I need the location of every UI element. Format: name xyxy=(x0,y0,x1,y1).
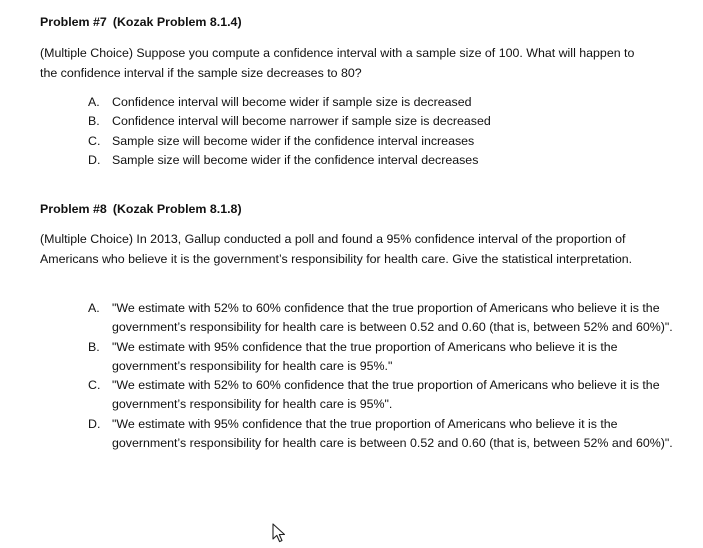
problem-8-option-d[interactable] xyxy=(88,415,678,454)
option-text: Sample size will become wider if the confidence interval increases xyxy=(112,133,475,148)
option-text: Confidence interval will become narrower if sample size is decreased xyxy=(112,114,491,129)
option-letter: B. xyxy=(88,114,100,129)
problem-8-reference: (Kozak Problem 8.1.8) xyxy=(112,202,242,216)
problem-7-stem: (Multiple Choice) Suppose you compute a confidence interval with a sample size of 100. What will happen to the confidence interval if the sample size decreases to 80? xyxy=(40,46,635,80)
option-text: "We estimate with 52% to 60% confidence that the true proportion of Americans who believe it is the government’s responsibility for health care is 95%". xyxy=(112,378,660,412)
problem-8-number: Problem #8 xyxy=(40,202,107,216)
problem-8-option-c[interactable] xyxy=(88,376,678,415)
option-letter: C. xyxy=(88,378,101,393)
option-letter: C. xyxy=(88,133,101,148)
problem-7-option-c[interactable] xyxy=(88,132,678,151)
problem-7-number: Problem #7 xyxy=(40,15,107,29)
problem-7-options xyxy=(88,93,678,170)
option-letter: B. xyxy=(88,339,100,354)
option-text: Confidence interval will become wider if sample size is decreased xyxy=(112,95,472,109)
problem-7-option-a[interactable] xyxy=(88,93,678,112)
problem-7-option-b[interactable] xyxy=(88,112,678,131)
option-text: "We estimate with 95% confidence that the true proportion of Americans who believe it is the government’s responsibility for health care is between 0.52 and 0.60 (that is, between 52% and 60%)". xyxy=(112,416,673,451)
option-text: Sample size will become wider if the confidence interval decreases xyxy=(112,152,479,167)
problem-8-options xyxy=(88,299,678,453)
mouse-pointer-icon xyxy=(271,523,289,543)
option-letter: A. xyxy=(88,95,100,109)
option-letter: A. xyxy=(88,301,100,315)
option-letter: D. xyxy=(88,152,101,167)
problem-8-title xyxy=(40,202,242,216)
problem-7-reference: (Kozak Problem 8.1.4) xyxy=(112,15,242,29)
option-text: "We estimate with 95% confidence that the true proportion of Americans who believe it is the government’s responsibility for health care is 95%." xyxy=(112,339,618,373)
problem-7-option-d[interactable] xyxy=(88,151,678,170)
problem-8-stem: (Multiple Choice) In 2013, Gallup conducted a poll and found a 95% confidence interval of the proportion of Americans who believe it is the government’s responsibility for health care. Give the statistical interpretation. xyxy=(40,232,633,266)
problem-8-option-a[interactable] xyxy=(88,299,678,338)
problem-7-title xyxy=(40,15,242,29)
problem-8-option-b[interactable] xyxy=(88,338,678,377)
option-letter: D. xyxy=(88,416,101,431)
option-text: "We estimate with 52% to 60% confidence that the true proportion of Americans who believe it is the government’s responsibility for health care is between 0.52 and 0.60 (that is, between 52% and 60%)". xyxy=(112,301,673,335)
